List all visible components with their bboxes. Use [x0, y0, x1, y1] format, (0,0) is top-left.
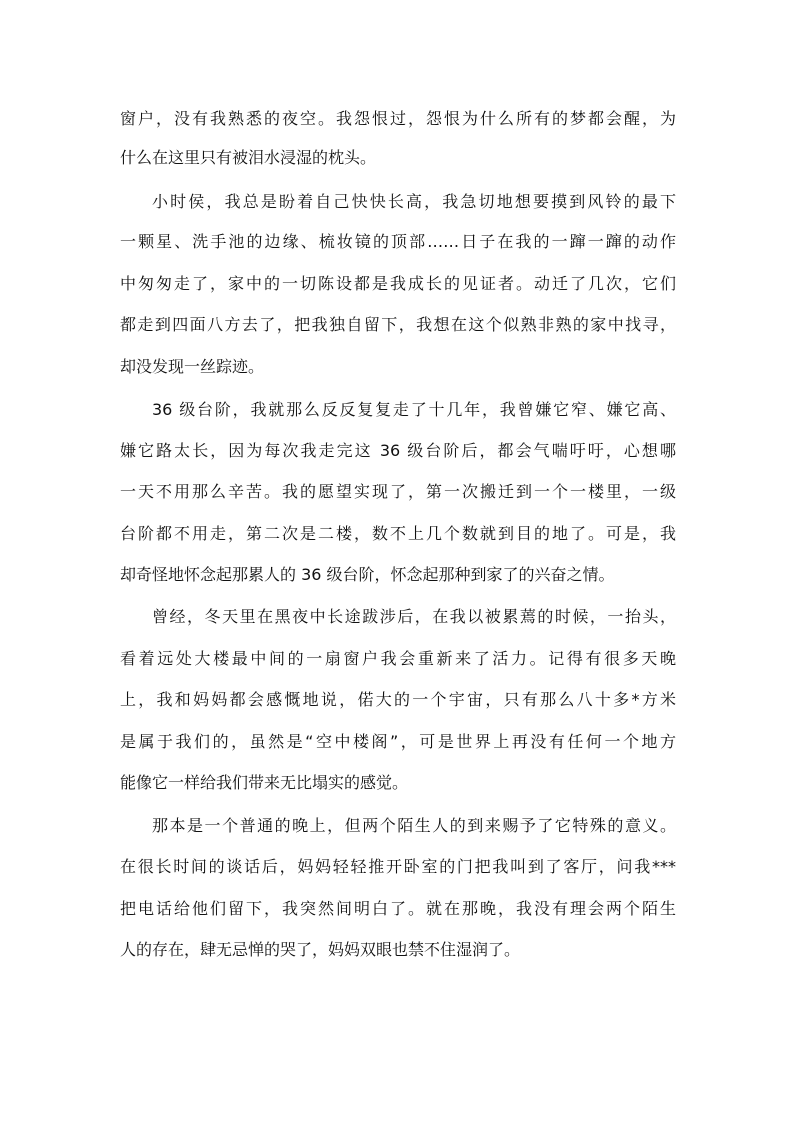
paragraph-line: 却没发现一丝踪迹。 — [120, 357, 265, 376]
paragraph-line: 台阶都不用走，第二次是二楼，数不上几个数就到目的地了。可是，我 — [120, 524, 676, 543]
paragraph-line: 小时侯，我总是盼着自己快快长高，我急切地想要摸到风铃的最下 — [152, 192, 676, 211]
paragraph-line: 看着远处大楼最中间的一扇窗户我会重新来了活力。记得有很多天晚 — [120, 649, 676, 668]
paragraph-line: 中匆匆走了，家中的一切陈设都是我成长的见证者。动迁了几次，它们 — [120, 274, 676, 293]
paragraph-line: 那本是一个普通的晚上，但两个陌生人的到来赐予了它特殊的意义。 — [152, 816, 676, 835]
paragraph-line: 是属于我们的，虽然是“空中楼阁”，可是世界上再没有任何一个地方 — [120, 732, 676, 751]
paragraph-line: 一天不用那么辛苦。我的愿望实现了，第一次搬迁到一个一楼里，一级 — [120, 482, 676, 501]
paragraph-line: 能像它一样给我们带来无比塌实的感觉。 — [120, 773, 409, 792]
paragraph-line: 人的存在，肆无忌惮的哭了，妈妈双眼也禁不住湿润了。 — [120, 940, 521, 959]
paragraph-line: 曾经，冬天里在黑夜中长途跋涉后，在我以被累蔫的时候，一抬头， — [152, 607, 676, 626]
paragraph-line: 什么在这里只有被泪水浸湿的枕头。 — [120, 148, 377, 167]
paragraph-line: 36 级台阶，我就那么反反复复走了十几年，我曾嫌它窄、嫌它高、 — [152, 400, 676, 419]
paragraph-line: 嫌它路太长，因为每次我走完这 36 级台阶后，都会气喘吁吁，心想哪 — [120, 441, 676, 460]
paragraph-line: 一颗星、洗手池的边缘、梳妆镜的顶部……日子在我的一蹿一蹿的动作 — [120, 232, 676, 251]
paragraph-line: 都走到四面八方去了，把我独自留下，我想在这个似熟非熟的家中找寻， — [120, 315, 676, 334]
paragraph-line: 却奇怪地怀念起那累人的 36 级台阶，怀念起那种到家了的兴奋之情。 — [120, 565, 615, 584]
paragraph-line: 把电话给他们留下，我突然间明白了。就在那晚，我没有理会两个陌生 — [120, 899, 676, 918]
paragraph-line: 上，我和妈妈都会感慨地说，偌大的一个宇宙，只有那么八十多*方米 — [120, 690, 676, 709]
paragraph-line: 窗户，没有我熟悉的夜空。我怨恨过，怨恨为什么所有的梦都会醒，为 — [120, 109, 676, 128]
paragraph-line: 在很长时间的谈话后，妈妈轻轻推开卧室的门把我叫到了客厅，问我*** — [120, 857, 676, 876]
